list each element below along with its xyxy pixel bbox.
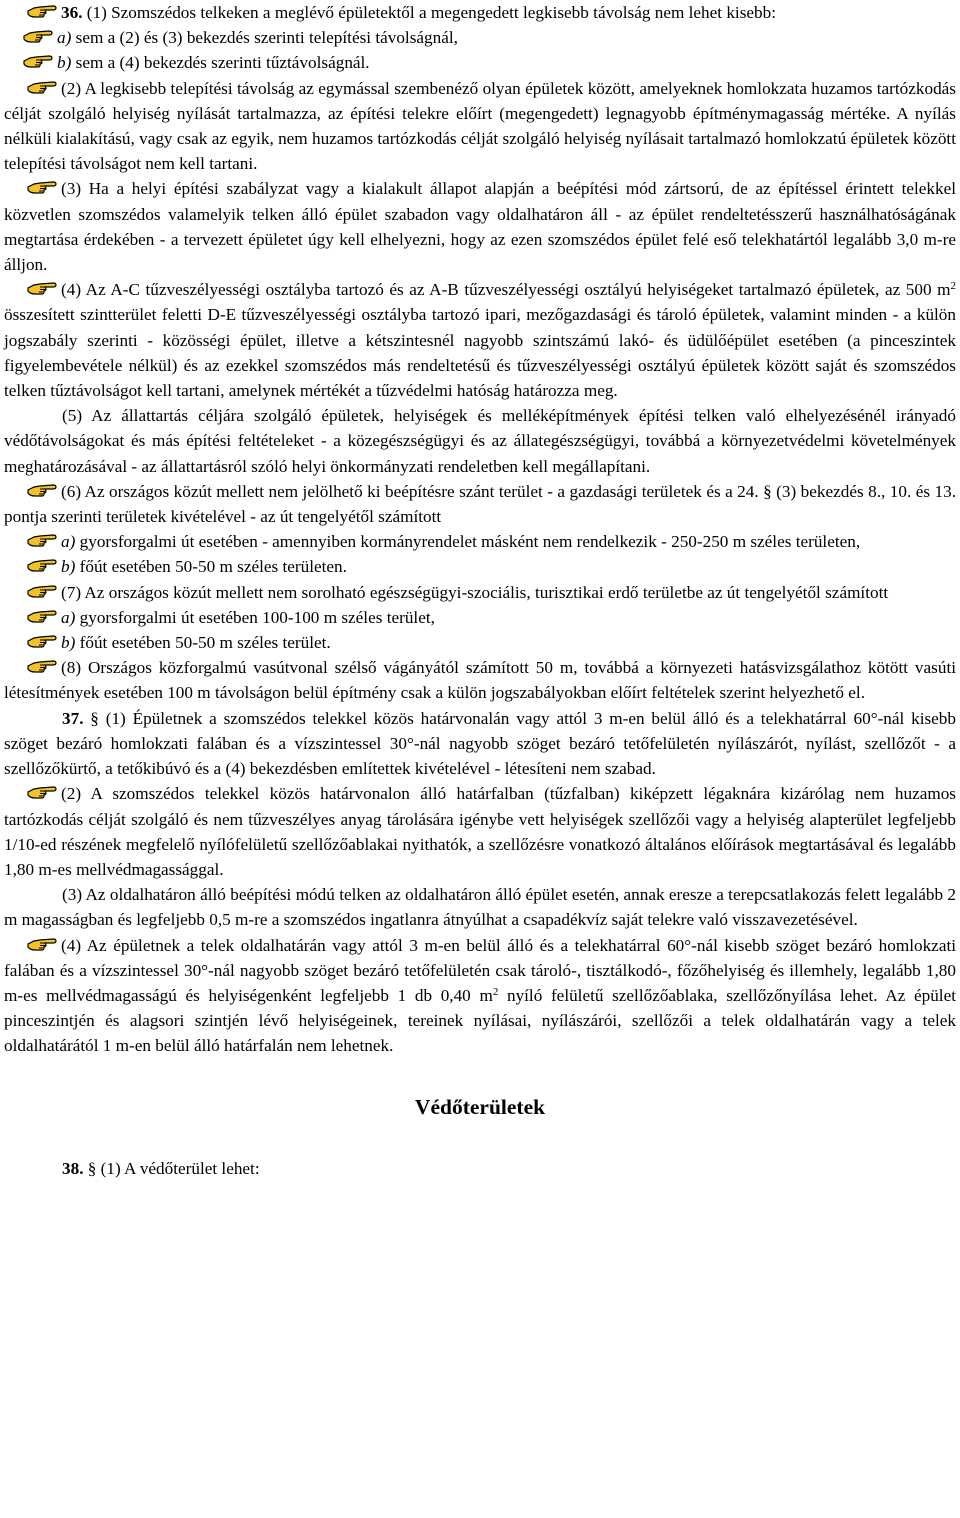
section-number: 36. <box>61 3 83 22</box>
section-36-para-7-item-b: b) főút esetében 50-50 m széles terület. <box>4 630 956 655</box>
section-37-para-2: (2) A szomszédos telekkel közös határvonalon álló határfalban (tűzfalban) kiképzett légaknára kizárólag nem huzamos tartózkodás célját szolgáló és nem tűzveszélyes anyag tárolására igénybe vett helyiségek szellőzői vagy a helyiség alapterület legfeljebb 1/10-ed részének megfelelő nyílófelületű szellőzőablakai nyithatók, a szellőzésre vonatkozó általános előírások megtartásával és legalább 1,80 m-es mellvédmagassággal. <box>4 784 956 879</box>
section-36-para-8: (8) Országos közforgalmú vasútvonal szélső vágányától számított 50 m, továbbá a környezeti hatásvizsgálathoz kötött vasúti létesítmények esetében 100 m távolságon belül építmény csak a külön jogszabályokban előírt feltételek szerint helyezhető el. <box>4 658 956 703</box>
pointing-hand-icon <box>22 27 53 44</box>
section-36-item-b: b) sem a (4) bekezdés szerinti tűztávolságnál. <box>4 50 956 75</box>
section-36-item-a: a) sem a (2) és (3) bekezdés szerinti telepítési távolságnál, <box>4 25 956 50</box>
pointing-hand-icon <box>26 657 57 674</box>
section-number: 38. <box>62 1158 84 1178</box>
section-36-para-1: 36. (1) Szomszédos telkeken a meglévő épületektől a megengedett legkisebb távolság nem lehet kisebb: <box>4 0 956 25</box>
pointing-hand-icon <box>26 556 57 573</box>
pointing-hand-icon <box>26 78 57 95</box>
pointing-hand-icon <box>26 935 57 952</box>
pointing-hand-icon <box>26 783 57 800</box>
section-36-para-5: (5) Az állattartás céljára szolgáló épületek, helyiségek és melléképítmények építési telken való elhelyezésénél irányadó védőtávolságokat és más építési feltételeket - a közegészségügyi és az állategészségügyi, továbbá a környezetvédelmi követelmények meghatározásával - az állattartásról szóló helyi önkormányzati rendeletben kell megállapítani. <box>4 406 956 476</box>
pointing-hand-icon <box>26 178 57 195</box>
section-37-para-3: (3) Az oldalhatáron álló beépítési módú telken az oldalhatáron álló épület esetén, annak eresze a terepcsatlakozás felett legalább 2 m magasságban és legfeljebb 0,5 m-re a szomszédos ingatlanra átnyúlhat a csapadékvíz saját telekre való visszavezetésével. <box>4 885 956 930</box>
section-heading: Védőterületek <box>414 1094 546 1119</box>
section-36-para-7: (7) Az országos közút mellett nem sorolható egészségügyi-szociális, turisztikai erdő területbe az út tengelyétől számított <box>4 580 956 605</box>
pointing-hand-icon <box>26 279 57 296</box>
pointing-hand-icon <box>26 582 57 599</box>
section-number: 37. <box>62 708 84 728</box>
pointing-hand-icon <box>26 2 57 19</box>
section-37-para-4: (4) Az épületnek a telek oldalhatárán vagy attól 3 m-en belül álló és a telekhatárral 60°-nál kisebb szöget bezáró homlokzati falában és a vízszintessel 30°-nál nagyobb szöget bezáró tetőfelületén csak tároló-, tisztálkodó-, főzőhelyiség és illemhely, legalább 1,80 m-es mellvédmagasságú és helyiségenként legfeljebb 1 db 0,40 $m^2$ nyíló felületű szellőzőablaka, szellőzőnyílása lehet. Az épület pinceszintjén és alagsori szintjén lévő helyiségeinek, tereinek nyílásai, nyílászárói, szellőzői a telek oldalhatárán vagy a telek oldalhatárától 1 m-en belül álló határfalán nem lehetnek. <box>4 935 956 1056</box>
section-36-para-3: (3) Ha a helyi építési szabályzat vagy a kialakult állapot alapján a beépítési mód zártsorú, de az építéssel érintett telekkel közvetlen szomszédos valamelyik telken álló épület szabadon vagy oldalhatáron áll - az épület rendeltetésszerű használhatóságának megtartása érdekében - a tervezett épületet úgy kell elhelyezni, hogy az ezen szomszédos épület felé eső telekhatártól legalább 3,0 m-re álljon. <box>4 179 956 275</box>
section-36-para-2: (2) A legkisebb telepítési távolság az egymással szembenéző olyan épületek között, amelyeknek homlokzata huzamos tartózkodás célját szolgáló helyiség nyílását tartalmazza, az építési telekre előírt (megengedett) legnagyobb építménymagasság mértéke. A nyílás nélküli kialakítású, vagy csak az egyik, nem huzamos tartózkodás célját szolgáló helyiség nyílásait tartalmazó homlokzatú épületek között telepítési távolságot nem kell tartani. <box>4 78 956 174</box>
section-38-para-1: 38. § (1) A védőterület lehet: <box>62 1158 260 1178</box>
pointing-hand-icon <box>26 607 57 624</box>
section-36-para-4: (4) Az A-C tűzveszélyességi osztályba tartozó és az A-B tűzveszélyességi osztályú helyiségeket tartalmazó épületek, az 500 $m^2$ összesített szintterület feletti D-E tűzveszélyességi osztályba tartozó ipari, mezőgazdasági és tároló épületek, valamint minden - a külön jogszabály szerinti - közösségi épület, illetve a kétszintesnél nagyobb szintszámú lakó- és üdülőépület esetében (a pinceszintek figyelembevétele nélkül) és az ezekkel szomszédos más rendeltetésű és tűzveszélyességi osztályú épületek között saját és szomszédos telken tűztávolságot kell tartani, amelynek mértékét a tűzvédelmi hatóság határozza meg. <box>4 280 956 401</box>
section-36-para-6-item-b: b) főút esetében 50-50 m széles területen. <box>4 554 956 579</box>
pointing-hand-icon <box>26 632 57 649</box>
section-37-para-1: 37. § (1) Épületnek a szomszédos telekkel közös határvonalán vagy attól 3 m-en belül álló és a telekhatárral 60°-nál kisebb szöget bezáró homlokzati falában és a vízszintessel 30°-nál nagyobb szöget bezáró tetőfelületén nyílászárót, nyílást, szellőzőt - a szellőzőkürtő, a tetőkibúvó és a (4) bekezdésben említettek kivételével - létesíteni nem szabad. <box>4 708 956 779</box>
pointing-hand-icon <box>26 481 57 498</box>
section-36-para-6-item-a: a) gyorsforgalmi út esetében - amennyiben kormányrendelet másként nem rendelkezik - 250-250 m széles területen, <box>4 529 956 554</box>
pointing-hand-icon <box>26 531 57 548</box>
section-36-para-6: (6) Az országos közút mellett nem jelölhető ki beépítésre szánt terület - a gazdasági területek és a 24. § (3) bekezdés 8., 10. és 13. pontja szerinti területek kivételével - az út tengelyétől számított <box>4 481 956 527</box>
pointing-hand-icon <box>22 52 53 69</box>
section-36-para-7-item-a: a) gyorsforgalmi út esetében 100-100 m széles terület, <box>4 605 956 630</box>
